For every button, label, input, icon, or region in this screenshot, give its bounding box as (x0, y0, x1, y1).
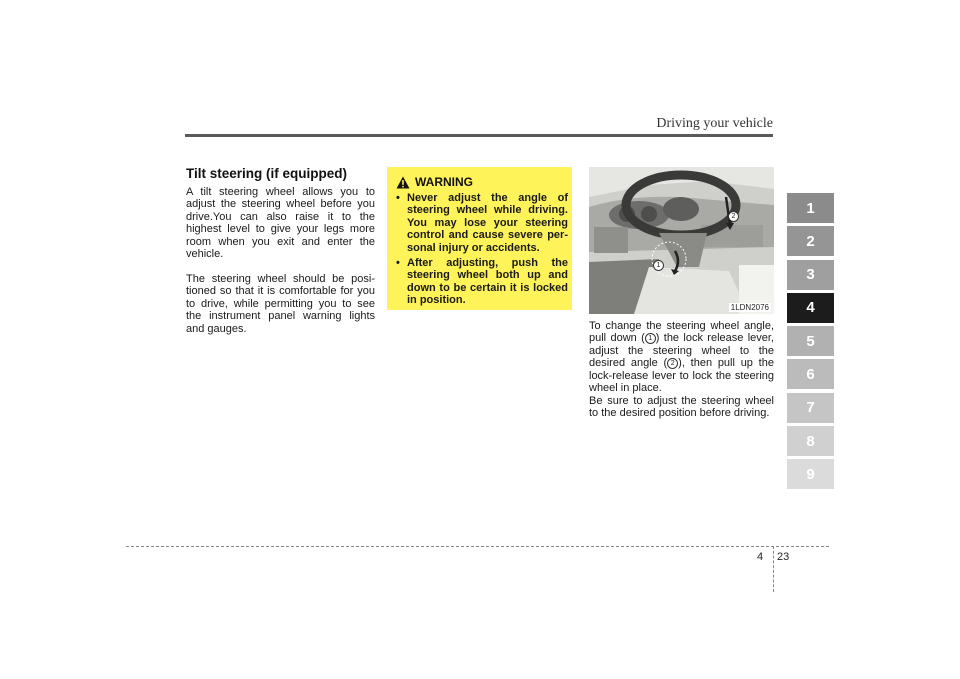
chapter-tabs (787, 193, 834, 493)
callout-2: 2 (728, 206, 739, 224)
chapter-tab-5[interactable]: 5 (787, 326, 834, 356)
warning-title: WARNING (415, 175, 473, 189)
chapter-tab-7[interactable]: 7 (787, 393, 834, 423)
reminder-paragraph: Be sure to adjust the steering wheel to the desired position before driving. (589, 395, 774, 420)
steering-wheel-figure (589, 167, 774, 314)
page-number: 23 (777, 551, 790, 563)
callout-1: 1 (653, 255, 664, 273)
callout-ref-2: 2 (667, 358, 678, 369)
chapter-tab-4[interactable]: 4 (787, 293, 834, 323)
header-rule (185, 134, 773, 137)
chapter-tab-1[interactable]: 1 (787, 193, 834, 223)
chapter-tab-3[interactable]: 3 (787, 260, 834, 290)
footer-divider (773, 546, 774, 592)
figure-label: 1LDN2076 (730, 303, 769, 312)
warning-item: • Never adjust the angle of steering wheel while driving. You may lose your steering control and cause severe per-sonal injury or accidents. (396, 192, 568, 254)
warning-list (396, 192, 568, 310)
warning-header (396, 174, 473, 190)
chapter-tab-8[interactable]: 8 (787, 426, 834, 456)
intro-paragraph: A tilt steering wheel allows you to adjust the steering wheel before you drive.You can also raise it to the highest level to give your legs more room when you exit and enter the vehicle. (186, 186, 375, 261)
steering-wheel-illustration (589, 167, 774, 314)
position-paragraph: The steering wheel should be posi-tioned so that it is comfortable for you to drive, while permitting you to see the instrument panel warning lights and gauges. (186, 273, 375, 335)
footer-rule (126, 546, 829, 547)
section-title: Tilt steering (if equipped) (186, 166, 348, 181)
page-chapter-number: 4 (757, 551, 764, 563)
callout-ref-1: 1 (645, 333, 656, 344)
warning-item: • After adjusting, push the steering wheel both up and down to be certain it is locked in position. (396, 257, 568, 307)
chapter-tab-9[interactable]: 9 (787, 459, 834, 489)
warning-icon (396, 176, 410, 189)
chapter-tab-6[interactable]: 6 (787, 359, 834, 389)
chapter-tab-2[interactable]: 2 (787, 226, 834, 256)
instruction-paragraph: To change the steering wheel angle, pull down ( 1 ) the lock release lever, adjust the steering wheel to the desired angle ( 2 ), then pull up the lock-release lever to lock the steering wheel in place. (589, 320, 774, 395)
running-header: Driving your vehicle (656, 116, 773, 131)
